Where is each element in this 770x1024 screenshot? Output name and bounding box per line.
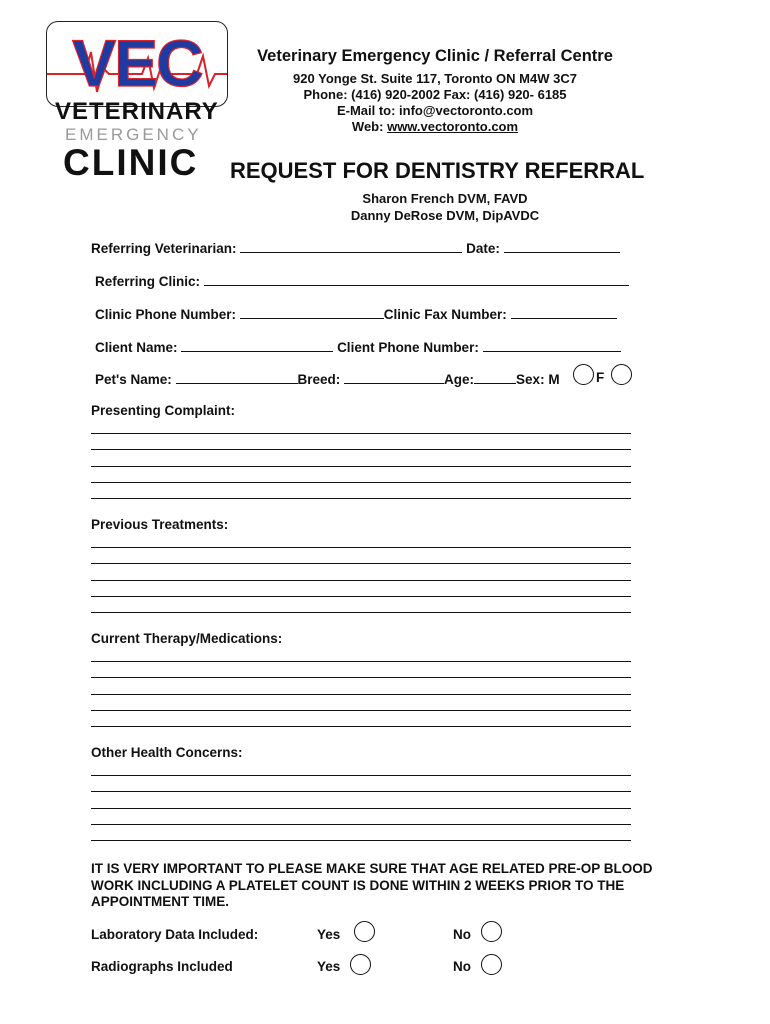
row-referring-clinic (95, 273, 629, 289)
date-label: Date: (466, 241, 500, 256)
date-field[interactable] (504, 240, 620, 253)
previous-treatments-line[interactable] (91, 596, 631, 597)
sex-f-radio[interactable] (611, 364, 632, 385)
preop-notice: IT IS VERY IMPORTANT TO PLEASE MAKE SURE THAT AGE RELATED PRE-OP BLOOD WORK INCLUDING A PLATELET COUNT IS DONE WITHIN 2 WEEKS PRIOR TO THE APPOINTMENT TIME. (91, 861, 653, 909)
other-concerns-line[interactable] (91, 840, 631, 841)
presenting-complaint-line[interactable] (91, 466, 631, 467)
radiographs-yes-label: Yes (317, 959, 341, 974)
sex-m-radio[interactable] (573, 364, 594, 385)
clinic-address: 920 Yonge St. Suite 117, Toronto ON M4W 3C7 (293, 71, 577, 86)
svg-text:VEC: VEC (72, 26, 202, 100)
previous-treatments-line[interactable] (91, 547, 631, 548)
doctor-1: Sharon French DVM, FAVD (362, 191, 528, 206)
web-label: Web: (351, 119, 388, 134)
referring-vet-label: Referring Veterinarian: (91, 241, 237, 256)
presenting-complaint-label: Presenting Complaint: (91, 403, 236, 418)
lab-data-yes-radio[interactable] (354, 921, 375, 942)
pet-name-label: Pet's Name: (95, 372, 172, 387)
referring-vet-field[interactable] (240, 240, 462, 253)
row-clinic-phone (95, 306, 617, 322)
vec-logo-mark (47, 22, 227, 106)
previous-treatments-line[interactable] (91, 563, 631, 564)
presenting-complaint-line[interactable] (91, 449, 631, 450)
age-label: Age: (444, 372, 475, 387)
current-therapy-line[interactable] (91, 710, 631, 711)
referring-clinic-field[interactable] (204, 273, 629, 286)
other-concerns-line[interactable] (91, 775, 631, 776)
other-concerns-line[interactable] (91, 808, 631, 809)
presenting-complaint-line[interactable] (91, 433, 631, 434)
row-referring-vet (91, 240, 620, 256)
clinic-logo (46, 21, 228, 107)
current-therapy-line[interactable] (91, 677, 631, 678)
previous-treatments-line[interactable] (91, 580, 631, 581)
age-field[interactable] (474, 371, 516, 384)
presenting-complaint-line[interactable] (91, 498, 631, 499)
previous-treatments-label: Previous Treatments: (91, 517, 229, 532)
clinic-email: E-Mail to: info@vectoronto.com (336, 103, 534, 118)
clinic-fax-label: Clinic Fax Number: (383, 307, 507, 322)
radiographs-label: Radiographs Included (91, 959, 233, 974)
client-phone-label: Client Phone Number: (337, 340, 479, 355)
previous-treatments-line[interactable] (91, 612, 631, 613)
logo-word-clinic: CLINIC (63, 142, 199, 183)
lab-data-label: Laboratory Data Included: (91, 927, 259, 942)
row-pet (95, 371, 560, 387)
sex-f-label: F (596, 370, 605, 385)
row-client (95, 339, 621, 355)
clinic-name: Veterinary Emergency Clinic / Referral Centre (257, 47, 613, 65)
current-therapy-label: Current Therapy/Medications: (91, 631, 283, 646)
other-concerns-line[interactable] (91, 824, 631, 825)
other-concerns-label: Other Health Concerns: (91, 745, 243, 760)
form-title: REQUEST FOR DENTISTRY REFERRAL (230, 158, 645, 183)
referring-clinic-label: Referring Clinic: (95, 274, 201, 289)
clinic-phone-field[interactable] (240, 306, 384, 319)
client-name-label: Client Name: (95, 340, 178, 355)
logo-word-emergency: EMERGENCY (65, 125, 202, 144)
web-link[interactable]: www.vectoronto.com (387, 119, 519, 134)
current-therapy-line[interactable] (91, 726, 631, 727)
lab-data-yes-label: Yes (317, 927, 341, 942)
sex-label: Sex: M (516, 372, 560, 387)
clinic-web (230, 120, 640, 133)
lab-data-no-label: No (453, 927, 471, 942)
other-concerns-line[interactable] (91, 791, 631, 792)
clinic-phone-fax: Phone: (416) 920-2002 Fax: (416) 920- 6185 (303, 87, 567, 102)
logo-word-veterinary: VETERINARY (55, 98, 219, 125)
clinic-fax-field[interactable] (511, 306, 617, 319)
current-therapy-line[interactable] (91, 694, 631, 695)
lab-data-no-radio[interactable] (481, 921, 502, 942)
current-therapy-line[interactable] (91, 661, 631, 662)
presenting-complaint-line[interactable] (91, 482, 631, 483)
radiographs-yes-radio[interactable] (350, 954, 371, 975)
breed-label: Breed: (297, 372, 341, 387)
breed-field[interactable] (344, 371, 444, 384)
client-phone-field[interactable] (483, 339, 621, 352)
client-name-field[interactable] (181, 339, 333, 352)
doctor-2: Danny DeRose DVM, DipAVDC (350, 208, 540, 223)
radiographs-no-radio[interactable] (481, 954, 502, 975)
clinic-phone-label: Clinic Phone Number: (95, 307, 237, 322)
radiographs-no-label: No (453, 959, 471, 974)
pet-name-field[interactable] (176, 371, 298, 384)
